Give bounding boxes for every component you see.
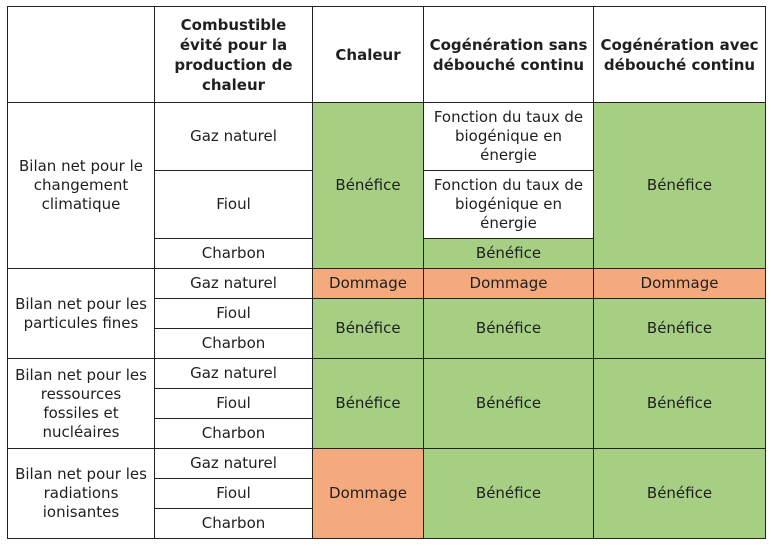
impact-table (7, 6, 766, 539)
cogen-avec-cell: Bénéfice (594, 103, 766, 269)
fuel-cell: Fioul (155, 389, 313, 419)
cogen-sans-cell: Bénéfice (424, 299, 594, 359)
cogen-avec-cell: Dommage (594, 269, 766, 299)
chaleur-cell: Dommage (313, 449, 424, 539)
fuel-cell: Charbon (155, 419, 313, 449)
row-label-radiations: Bilan net pour les radiations ionisantes (8, 449, 155, 539)
chaleur-cell: Dommage (313, 269, 424, 299)
row-label-ressources: Bilan net pour les ressources fossiles et nucléaires (8, 359, 155, 449)
fuel-cell: Gaz naturel (155, 449, 313, 479)
chaleur-cell: Bénéfice (313, 359, 424, 449)
fuel-cell: Charbon (155, 239, 313, 269)
cogen-avec-cell: Bénéfice (594, 449, 766, 539)
cogen-sans-cell: Bénéfice (424, 359, 594, 449)
fuel-cell: Gaz naturel (155, 269, 313, 299)
table-row (8, 269, 766, 299)
cogen-sans-cell: Dommage (424, 269, 594, 299)
header-row (8, 7, 766, 103)
cogen-avec-cell: Bénéfice (594, 359, 766, 449)
cogen-sans-cell: Bénéfice (424, 449, 594, 539)
table-row (8, 449, 766, 479)
header-chaleur: Chaleur (313, 7, 424, 103)
fuel-cell: Gaz naturel (155, 103, 313, 171)
row-label-particules: Bilan net pour les particules fines (8, 269, 155, 359)
cogen-sans-cell: Fonction du taux de biogénique en énergie (424, 103, 594, 171)
header-empty-cell (8, 7, 155, 103)
table-row (8, 103, 766, 171)
chaleur-cell: Bénéfice (313, 299, 424, 359)
fuel-cell: Charbon (155, 509, 313, 539)
fuel-cell: Charbon (155, 329, 313, 359)
chaleur-cell: Bénéfice (313, 103, 424, 269)
table-row (8, 359, 766, 389)
cogen-avec-cell: Bénéfice (594, 299, 766, 359)
header-combustible: Combustible évité pour la production de chaleur (155, 7, 313, 103)
cogen-sans-cell: Fonction du taux de biogénique en énergie (424, 171, 594, 239)
row-label-climat: Bilan net pour le changement climatique (8, 103, 155, 269)
cogen-sans-cell: Bénéfice (424, 239, 594, 269)
header-cogeneration-sans: Cogénération sans débouché continu (424, 7, 594, 103)
fuel-cell: Fioul (155, 171, 313, 239)
fuel-cell: Fioul (155, 299, 313, 329)
fuel-cell: Fioul (155, 479, 313, 509)
header-cogeneration-avec: Cogénération avec débouché continu (594, 7, 766, 103)
fuel-cell: Gaz naturel (155, 359, 313, 389)
